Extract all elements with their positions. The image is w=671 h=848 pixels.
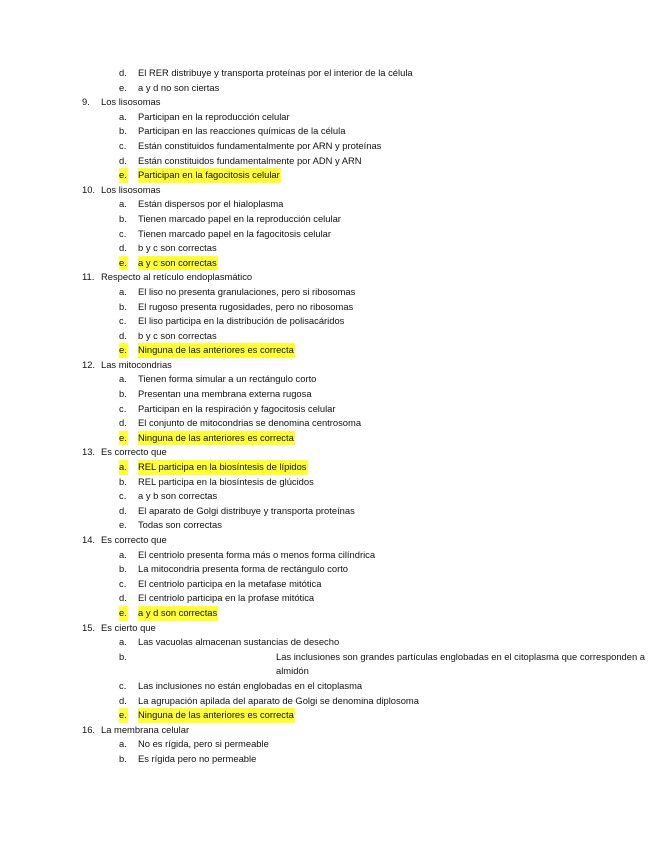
option-text: b y c son correctas	[138, 242, 217, 254]
answer-option	[0, 679, 600, 694]
option-letter: e.	[119, 519, 127, 531]
question-text: Los lisosomas	[101, 96, 161, 108]
answer-option	[0, 402, 600, 417]
option-letter: d.	[119, 694, 127, 706]
answer-option	[0, 752, 600, 767]
option-text: Presentan una membrana externa rugosa	[138, 388, 312, 400]
option-letter: d.	[119, 504, 127, 516]
answer-option	[0, 737, 600, 752]
option-letter: b.	[119, 752, 127, 764]
answer-option-correct	[0, 708, 600, 723]
option-text: REL participa en la biosíntesis de lípidos	[138, 460, 308, 475]
option-letter: d.	[119, 329, 127, 341]
option-text: Las inclusiones son grandes partículas englobadas en el citoplasma que corresponden a almidón	[276, 650, 645, 677]
option-letter: a.	[119, 460, 128, 475]
quiz-page	[0, 66, 645, 767]
answer-option	[0, 562, 600, 577]
option-letter: c.	[119, 139, 127, 151]
answer-option-correct	[0, 256, 600, 271]
question-text: Es cierto que	[101, 621, 156, 633]
question-number: 10.	[82, 183, 96, 195]
option-text: Las inclusiones no están englobadas en el citoplasma	[138, 679, 363, 691]
answer-option	[0, 66, 600, 81]
question-heading	[0, 358, 600, 373]
option-text: La agrupación apilada del aparato de Golgi se denomina diplosoma	[138, 694, 419, 706]
option-text: Están constituidos fundamentalmente por ARN y proteínas	[138, 139, 382, 151]
answer-option-correct	[0, 606, 600, 621]
option-text: Están dispersos por el hialoplasma	[138, 198, 284, 210]
answer-option	[0, 548, 600, 563]
question-heading	[0, 445, 600, 460]
answer-option	[0, 591, 600, 606]
option-letter: e.	[119, 431, 128, 446]
option-text: El centriolo participa en la metafase mitótica	[138, 577, 322, 589]
question-heading	[0, 533, 600, 548]
option-text: REL participa en la biosíntesis de glúcidos	[138, 475, 314, 487]
option-letter: b.	[119, 563, 127, 575]
option-text: a y d son correctas	[138, 606, 218, 621]
answer-option	[0, 300, 600, 315]
option-letter: c.	[119, 577, 127, 589]
option-letter: c.	[119, 402, 127, 414]
option-letter: a.	[119, 548, 127, 560]
answer-option	[0, 635, 600, 650]
answer-option	[0, 518, 600, 533]
option-letter: e.	[119, 81, 127, 93]
question-text: Es correcto que	[101, 446, 167, 458]
option-text: Participan en la reproducción celular	[138, 110, 290, 122]
option-letter: c.	[119, 679, 127, 691]
option-letter: e.	[119, 343, 128, 358]
question-text: Los lisosomas	[101, 183, 161, 195]
option-text: El liso participa en la distribución de polisacáridos	[138, 315, 345, 327]
option-letter: c.	[119, 490, 127, 502]
answer-option	[0, 694, 600, 709]
option-letter: c.	[119, 315, 127, 327]
option-letter: a.	[119, 636, 127, 648]
option-letter: d.	[119, 67, 127, 78]
answer-option	[0, 314, 600, 329]
answer-option	[0, 212, 600, 227]
question-number: 13.	[82, 446, 96, 458]
option-letter: d.	[119, 154, 127, 166]
option-letter: c.	[119, 227, 127, 239]
option-text: El conjunto de mitocondrias se denomina centrosoma	[138, 417, 362, 429]
question-number: 9.	[82, 96, 90, 108]
option-text: Es rígida pero no permeable	[138, 752, 257, 764]
answer-option	[0, 387, 600, 402]
answer-option	[0, 416, 600, 431]
option-text: El centriolo presenta forma más o menos forma cilíndrica	[138, 548, 376, 560]
answer-option	[0, 241, 600, 256]
answer-option	[0, 139, 600, 154]
option-letter: b.	[119, 475, 127, 487]
question-heading	[0, 621, 600, 636]
option-letter: b.	[119, 125, 127, 137]
option-letter: b.	[119, 650, 127, 662]
answer-option	[0, 475, 600, 490]
option-text: Participan en las reacciones químicas de la célula	[138, 125, 346, 137]
answer-option-correct	[0, 460, 600, 475]
answer-option	[0, 285, 600, 300]
question-heading	[0, 270, 600, 285]
question-number: 15.	[82, 621, 96, 633]
option-text: a y c son correctas	[138, 256, 218, 271]
answer-option	[0, 124, 600, 139]
answer-option	[0, 504, 600, 519]
answer-option	[0, 372, 600, 387]
answer-option	[0, 227, 600, 242]
option-letter: a.	[119, 285, 127, 297]
option-text: El centriolo participa en la profase mitótica	[138, 592, 315, 604]
option-text: a y d no son ciertas	[138, 81, 220, 93]
option-letter: e.	[119, 256, 128, 271]
question-heading	[0, 183, 600, 198]
option-text: La mitocondria presenta forma de rectángulo corto	[138, 563, 349, 575]
answer-option	[0, 154, 600, 169]
option-text: Tienen forma simular a un rectángulo corto	[138, 373, 317, 385]
answer-option	[0, 577, 600, 592]
question-heading	[0, 723, 600, 738]
question-heading	[0, 95, 600, 110]
option-text: Tienen marcado papel en la fagocitosis celular	[138, 227, 331, 239]
option-letter: b.	[119, 300, 127, 312]
question-number: 16.	[82, 723, 96, 735]
option-letter: e.	[119, 606, 128, 621]
option-text: El rugoso presenta rugosidades, pero no ribosomas	[138, 300, 354, 312]
option-letter: d.	[119, 242, 127, 254]
option-letter: a.	[119, 198, 127, 210]
option-text: El liso no presenta granulaciones, pero si ribosomas	[138, 285, 356, 297]
question-text: La membrana celular	[101, 723, 190, 735]
option-letter: e.	[119, 708, 128, 723]
option-letter: e.	[119, 168, 128, 183]
option-text: El RER distribuye y transporta proteínas por el interior de la célula	[138, 67, 413, 78]
option-text: Las vacuolas almacenan sustancias de desecho	[138, 636, 340, 648]
option-text: Participan en la fagocitosis celular	[138, 168, 281, 183]
option-letter: a.	[119, 110, 127, 122]
answer-option	[0, 329, 600, 344]
answer-option	[0, 650, 645, 679]
option-text: El aparato de Golgi distribuye y transporta proteínas	[138, 504, 355, 516]
answer-option	[0, 110, 600, 125]
option-text: Ninguna de las anteriores es correcta	[138, 343, 295, 358]
option-text: Todas son correctas	[138, 519, 222, 531]
option-text: Participan en la respiración y fagocitosis celular	[138, 402, 336, 414]
answer-option-correct	[0, 343, 600, 358]
option-text: a y b son correctas	[138, 490, 218, 502]
option-letter: d.	[119, 417, 127, 429]
option-letter: b.	[119, 388, 127, 400]
option-text: No es rígida, pero si permeable	[138, 738, 269, 750]
question-text: Respecto al retículo endoplasmático	[101, 271, 253, 283]
question-number: 11.	[82, 271, 95, 283]
question-text: Es correcto que	[101, 534, 167, 545]
option-letter: a.	[119, 738, 127, 750]
answer-option	[0, 81, 600, 96]
answer-option	[0, 197, 600, 212]
answer-option	[0, 489, 600, 504]
option-letter: a.	[119, 373, 127, 385]
option-text: Ninguna de las anteriores es correcta	[138, 431, 295, 446]
option-letter: b.	[119, 212, 127, 224]
option-text: Están constituidos fundamentalmente por ADN y ARN	[138, 154, 362, 166]
option-text: b y c son correctas	[138, 329, 217, 341]
option-text: Tienen marcado papel en la reproducción celular	[138, 212, 341, 224]
question-number: 12.	[82, 358, 96, 370]
option-letter: d.	[119, 592, 127, 604]
option-text: Ninguna de las anteriores es correcta	[138, 708, 295, 723]
answer-option-correct	[0, 431, 600, 446]
question-text: Las mitocondrias	[101, 358, 172, 370]
answer-option-correct	[0, 168, 600, 183]
question-number: 14.	[82, 534, 96, 545]
